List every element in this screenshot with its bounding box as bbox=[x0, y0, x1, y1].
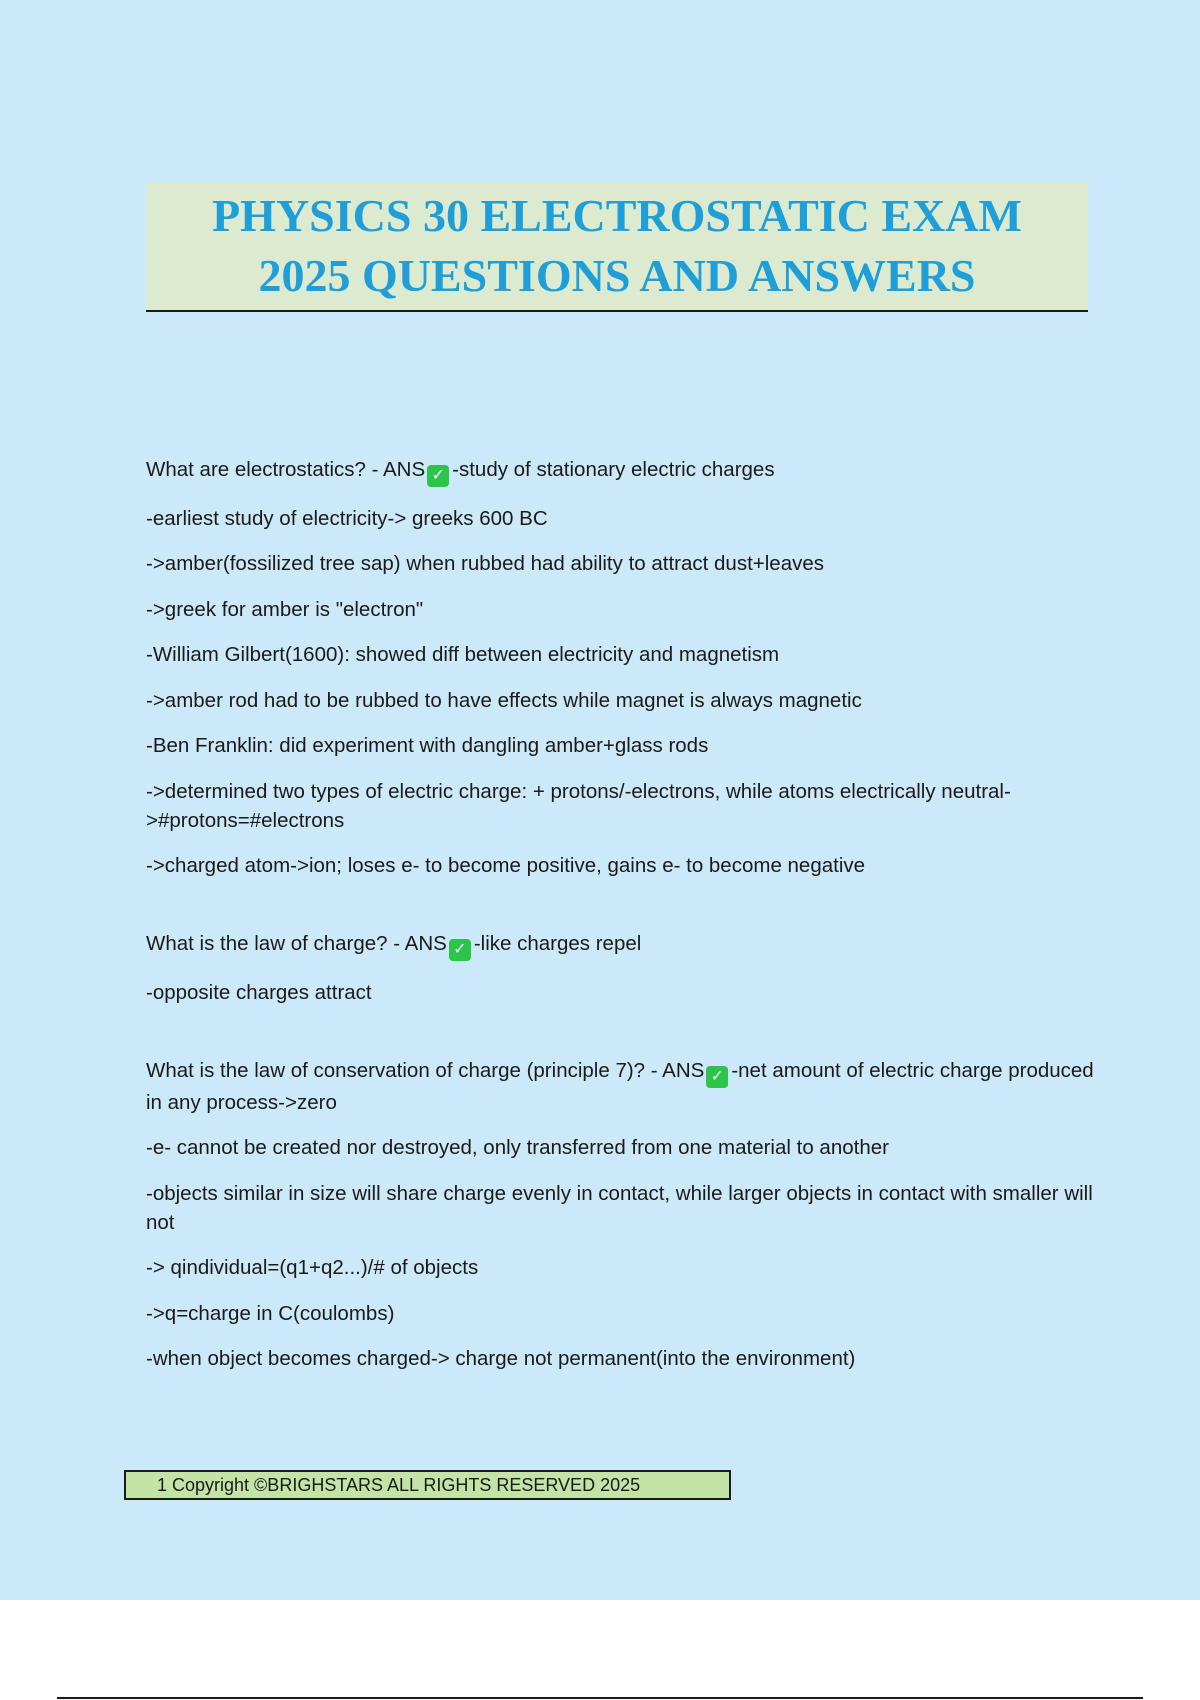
answer-line: -> qindividual=(q1+q2...)/# of objects bbox=[146, 1256, 479, 1279]
answer-line: ->q=charge in C(coulombs) bbox=[146, 1301, 395, 1325]
answer-line: -earliest study of electricity-> greeks 600 BC bbox=[146, 506, 548, 530]
qa-block-law-of-charge bbox=[146, 929, 1096, 1007]
answer-text: -like charges repel bbox=[473, 932, 642, 955]
question-line bbox=[146, 455, 1096, 487]
qa-block-electrostatics bbox=[146, 455, 1096, 880]
check-mark-icon: ✓ bbox=[706, 1066, 728, 1088]
answer-line: -Ben Franklin: did experiment with dangling amber+glass rods bbox=[146, 734, 709, 757]
question-text: What is the law of conservation of charge (principle 7)? - ANS bbox=[146, 1058, 705, 1082]
question-line bbox=[146, 929, 1096, 961]
answer-line: -e- cannot be created nor destroyed, only transferred from one material to another bbox=[146, 1136, 889, 1159]
question-text: What are electrostatics? - ANS bbox=[146, 458, 426, 481]
title-line-1: PHYSICS 30 ELECTROSTATIC EXAM bbox=[212, 190, 1022, 241]
answer-text: -study of stationary electric charges bbox=[452, 458, 775, 481]
title-banner bbox=[146, 182, 1088, 312]
page-divider bbox=[57, 1697, 1143, 1699]
answer-line: ->amber(fossilized tree sap) when rubbed had ability to attract dust+leaves bbox=[146, 552, 825, 575]
qa-content bbox=[146, 455, 1096, 1390]
answer-line: -objects similar in size will share charge evenly in contact, while larger objects in contact with smaller will not bbox=[146, 1181, 1093, 1234]
answer-line: ->amber rod had to be rubbed to have effects while magnet is always magnetic bbox=[146, 688, 862, 712]
qa-block-conservation-of-charge bbox=[146, 1056, 1096, 1374]
check-mark-icon: ✓ bbox=[449, 939, 471, 961]
answer-line: -opposite charges attract bbox=[146, 980, 372, 1004]
copyright-footer: 1 Copyright ©BRIGHSTARS ALL RIGHTS RESERVED 2025 bbox=[124, 1470, 731, 1500]
answer-line: ->charged atom->ion; loses e- to become positive, gains e- to become negative bbox=[146, 854, 866, 877]
answer-line: ->greek for amber is "electron" bbox=[146, 597, 424, 621]
question-text: What is the law of charge? - ANS bbox=[146, 932, 447, 955]
title-line-2: 2025 QUESTIONS AND ANSWERS bbox=[258, 250, 976, 301]
answer-text: -net amount of electric charge produced in any process->zero bbox=[146, 1058, 1094, 1114]
question-line bbox=[146, 1056, 1096, 1117]
answer-line: ->determined two types of electric charge: + protons/-electrons, while atoms electrically neutral->#protons=#electrons bbox=[146, 779, 1011, 832]
check-mark-icon: ✓ bbox=[427, 465, 449, 487]
answer-line: -William Gilbert(1600): showed diff between electricity and magnetism bbox=[146, 643, 780, 666]
answer-line: -when object becomes charged-> charge not permanent(into the environment) bbox=[146, 1347, 856, 1370]
